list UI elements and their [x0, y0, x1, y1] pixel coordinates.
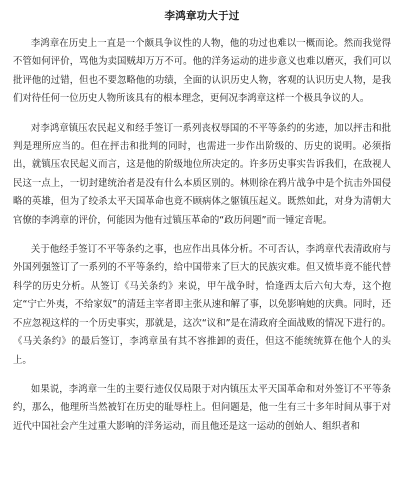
article-paragraph-3: 关于他经手签订不平等条约之事，也应作出具体分析。不可否认，李鸿章代表清政府与外国列强签订了一系列的不平等条约，给中国带来了巨大的民族灾难。但又愤毕竟不能代替科学的历史分析。从签订《马关条约》来说，甲午战争时，恰逢西太后六旬大寿，这个抱定“宁亡外夷，不给家奴”的清廷主宰者即主张从速和解了事，以免影响她的庆典。同时，还不应忽视这样的一个历史事实，那就是，这次“议和”是在清政府全面战败的情况下进行的。《马关条约》的最后签订，李鸿章虽有其不容推卸的责任，但这不能统统算在他个人的头上。 — [13, 244, 391, 366]
article-paragraph-2: 对李鸿章镇压农民起义和经手签订一系列丧权辱国的不平等条约的劣迹，加以抨击和批判是理所应当的。但在抨击和批判的同时，也需进一步作出阶级的、历史的说明。必须指出，就镇压农民起义而言，这是他的阶级地位所决定的。许多历史事实告诉我们，在敌视人民这一点上，一切封建统治者是没有什么本质区别的。林则徐在鸦片战争中是个抗击外国侵略的英雄，但为了绞杀太平天国革命也竟不顾病体之躯镇压起义。既然如此，对身为清朝大官僚的李鸿章的评价，何能因为他有过镇压革命的“政历问题”而一锤定音呢。 — [13, 122, 391, 226]
article-paragraph-4: 如果说，李鸿章一生的主要行迹仅仅局限于对内镇压太平天国革命和对外签订不平等条约，那么，他理所当然被钉在历史的耻辱柱上。但问题是，他一生有三十多年时间从事于对近代中国社会产生过重大影响的洋务运动，而且他还是这一运动的创始人、组织者和 — [13, 383, 391, 432]
article-title: 李鸿章功大于过 — [164, 10, 240, 22]
article-paragraph-1: 李鸿章在历史上一直是一个颇具争议性的人物，他的功过也难以一概而论。然而我觉得不管如何评价，骂他为卖国贼却万万不可。他的洋务运动的进步意义也难以磨灭，我们可以批评他的过错，但也不要忽略他的功绩，全面的认识历史人物，客观的认识历史人物，是我们对待任何一位历史人物所该具有的根本理念，更何况李鸿章这样一个极具争议的人。 — [13, 38, 391, 105]
